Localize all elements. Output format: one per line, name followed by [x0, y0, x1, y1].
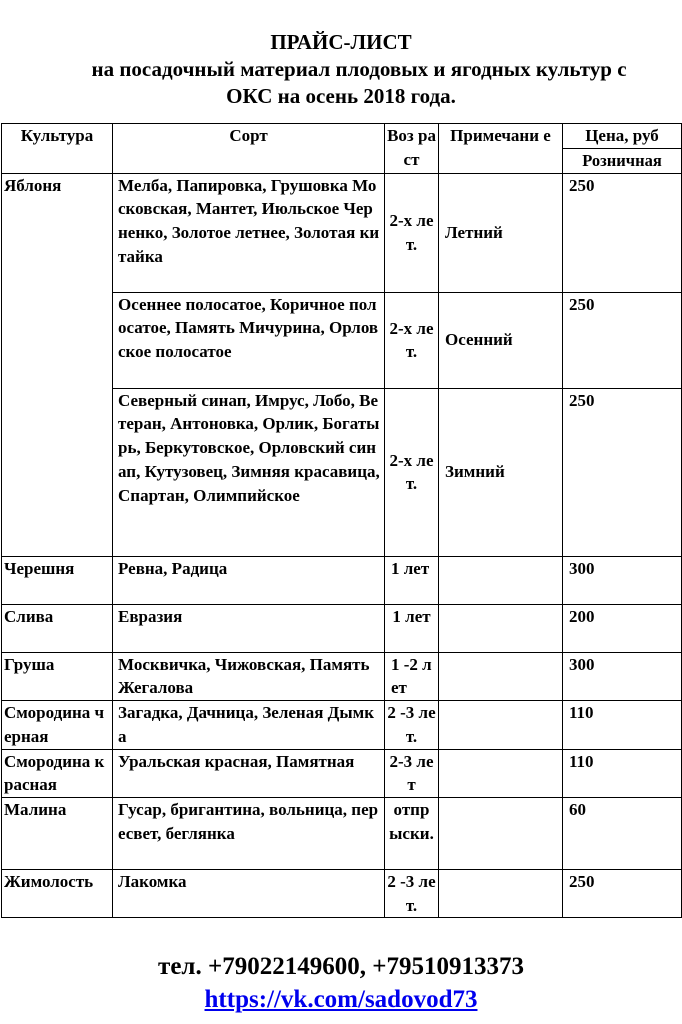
contact-phone: тел. +79022149600, +79510913373 — [158, 953, 524, 980]
table-row — [2, 869, 682, 917]
cell-variety: Загадка, Дачница, Зеленая Дымка — [113, 701, 385, 749]
cell-note: Летний — [439, 173, 563, 292]
cell-variety: Мелба, Папировка, Грушовка Московская, Мантет, Июльское Черненко, Золотое летнее, Золотая китайка — [113, 173, 385, 292]
cell-culture: Малина — [2, 797, 113, 869]
header-price: Цена, руб — [563, 124, 682, 149]
cell-age: 2 -3 лет. — [385, 701, 439, 749]
cell-culture: Яблоня — [2, 173, 113, 556]
contact-link[interactable]: https://vk.com/sadovod73 — [204, 986, 478, 1013]
cell-culture: Смородина красная — [2, 749, 113, 797]
cell-variety: Евразия — [113, 604, 385, 652]
cell-note: Осенний — [439, 292, 563, 388]
table-row — [2, 556, 682, 604]
cell-note — [439, 652, 563, 700]
cell-variety: Ревна, Радица — [113, 556, 385, 604]
table-row — [2, 797, 682, 869]
cell-variety: Осеннее полосатое, Коричное полосатое, Память Мичурина, Орловское полосатое — [113, 292, 385, 388]
header-price-retail: Розничная — [563, 149, 682, 174]
cell-price: 110 — [563, 749, 682, 797]
cell-price: 250 — [563, 869, 682, 917]
cell-culture: Жимолость — [2, 869, 113, 917]
cell-age: отпрыски. — [385, 797, 439, 869]
cell-variety: Москвичка, Чижовская, Память Жегалова — [113, 652, 385, 700]
cell-note — [439, 556, 563, 604]
cell-age: 2-х лет. — [385, 388, 439, 556]
cell-culture: Слива — [2, 604, 113, 652]
table-row — [2, 604, 682, 652]
cell-variety: Гусар, бригантина, вольница, пересвет, беглянка — [113, 797, 385, 869]
header-age: Воз раст — [385, 124, 439, 174]
cell-price: 250 — [563, 292, 682, 388]
cell-note — [439, 749, 563, 797]
cell-note — [439, 869, 563, 917]
cell-age: 1 лет — [385, 556, 439, 604]
header-variety: Сорт — [113, 124, 385, 174]
cell-variety: Лакомка — [113, 869, 385, 917]
cell-price: 60 — [563, 797, 682, 869]
cell-note: Зимний — [439, 388, 563, 556]
cell-price: 250 — [563, 173, 682, 292]
table-row — [2, 749, 682, 797]
cell-price: 110 — [563, 701, 682, 749]
cell-variety: Северный синап, Имрус, Лобо, Ветеран, Антоновка, Орлик, Богатырь, Беркутовское, Орловский синап, Кутузовец, Зимняя красавица, Спартан, Олимпийское — [113, 388, 385, 556]
cell-price: 300 — [563, 652, 682, 700]
cell-age: 1 лет — [385, 604, 439, 652]
cell-note — [439, 604, 563, 652]
cell-culture: Груша — [2, 652, 113, 700]
cell-note — [439, 797, 563, 869]
cell-culture: Смородина черная — [2, 701, 113, 749]
cell-price: 300 — [563, 556, 682, 604]
cell-culture: Черешня — [2, 556, 113, 604]
header-note: Примечани е — [439, 124, 563, 174]
cell-price: 250 — [563, 388, 682, 556]
table-row — [2, 701, 682, 749]
cell-note — [439, 701, 563, 749]
page-subtitle-line1: на посадочный материал плодовых и ягодных культур с — [91, 57, 627, 81]
cell-age: 2-3 лет — [385, 749, 439, 797]
cell-age: 2 -3 лет. — [385, 869, 439, 917]
cell-variety: Уральская красная, Памятная — [113, 749, 385, 797]
price-table — [1, 123, 682, 918]
table-row — [2, 173, 682, 292]
cell-age: 2-х лет. — [385, 173, 439, 292]
cell-age: 2-х лет. — [385, 292, 439, 388]
cell-price: 200 — [563, 604, 682, 652]
header-culture: Культура — [2, 124, 113, 174]
page-subtitle-line2: ОКС на осень 2018 года. — [226, 84, 456, 108]
table-row — [2, 652, 682, 700]
cell-age: 1 -2 лет — [385, 652, 439, 700]
page-title: ПРАЙС-ЛИСТ — [270, 30, 412, 54]
